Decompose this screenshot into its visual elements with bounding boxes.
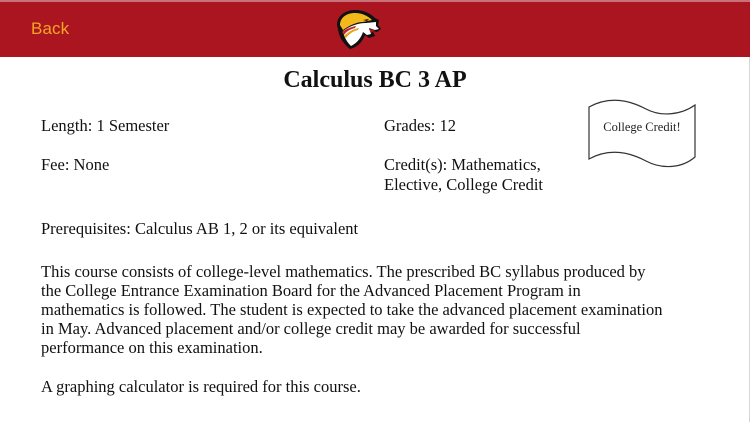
course-description	[41, 262, 731, 357]
course-note: A graphing calculator is required for this course.	[41, 377, 361, 396]
credits-line-2: Elective, College Credit	[384, 175, 543, 194]
cougar-mascot-logo-icon	[333, 7, 383, 51]
navigation-bar	[0, 0, 750, 57]
back-button[interactable]: Back	[31, 19, 70, 38]
wavy-banner-icon	[586, 97, 698, 177]
course-grades: Grades: 12	[384, 116, 456, 135]
course-detail	[0, 57, 750, 422]
course-credits	[384, 155, 543, 195]
course-fee: Fee: None	[41, 155, 110, 174]
description-line: performance on this examination.	[41, 338, 263, 357]
badge-label: College Credit!	[603, 120, 681, 134]
credits-line-1: Credit(s): Mathematics,	[384, 155, 541, 174]
description-line: in May. Advanced placement and/or college credit may be awarded for successful	[41, 319, 581, 338]
description-line: mathematics is followed. The student is expected to take the advanced placement examination	[41, 300, 663, 319]
course-prerequisites: Prerequisites: Calculus AB 1, 2 or its equivalent	[41, 219, 359, 238]
description-line: This course consists of college-level mathematics. The prescribed BC syllabus produced by	[41, 262, 646, 281]
course-length: Length: 1 Semester	[41, 116, 170, 135]
college-credit-badge	[586, 97, 698, 177]
description-line: the College Entrance Examination Board for the Advanced Placement Program in	[41, 281, 581, 300]
course-title: Calculus BC 3 AP	[283, 67, 467, 93]
